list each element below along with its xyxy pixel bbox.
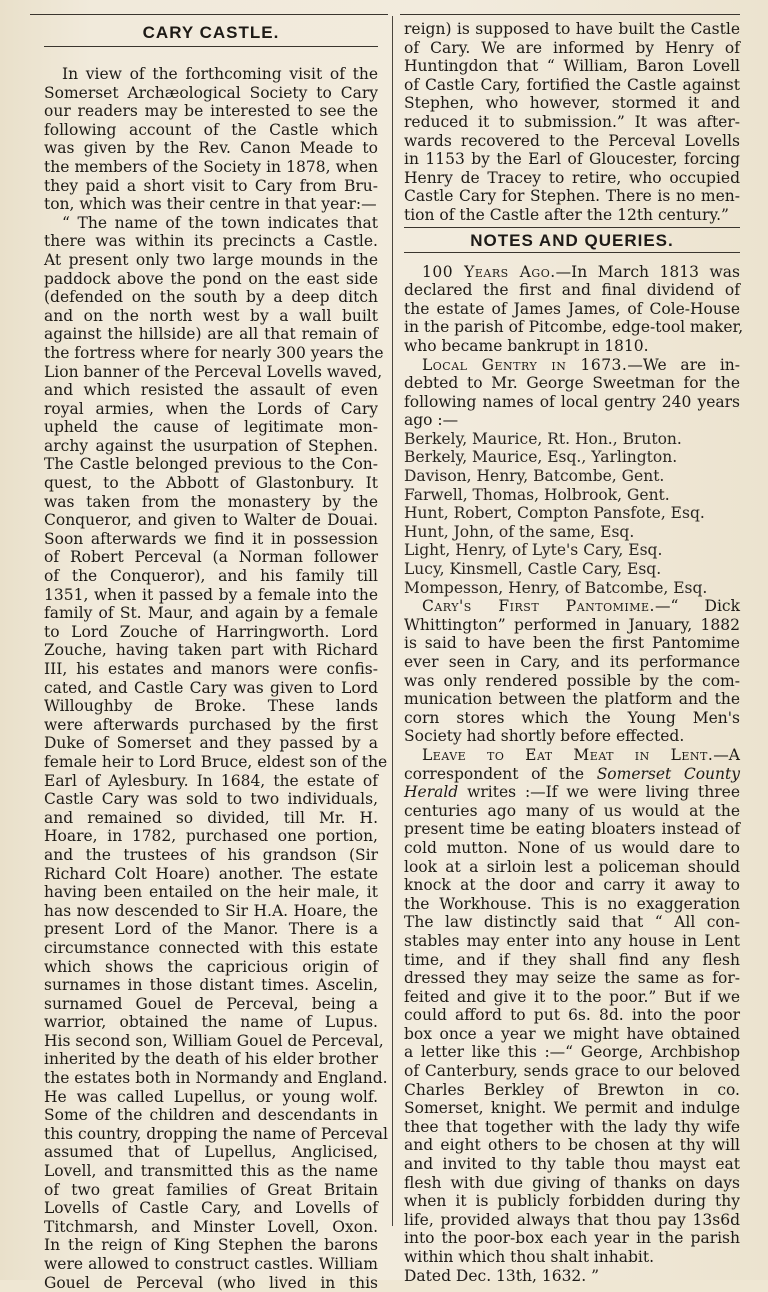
item-leave-to-eat-meat-lead: Leave to Eat Meat in Lent. xyxy=(422,745,714,764)
item-leave-to-eat-meat-lead-tail: —A xyxy=(713,745,740,764)
cary-castle-line: family of St. Maur, and again by a female xyxy=(44,604,378,623)
item-leave-to-eat-meat-line: of Canterbury, sends grace to our beloved xyxy=(404,1062,740,1081)
gentry-entry: Mompesson, Henry, of Batcombe, Esq. xyxy=(404,578,708,597)
cary-castle-article-continuation xyxy=(404,20,740,225)
item-first-pantomime-line: ever seen in Cary, and its performance xyxy=(404,653,740,671)
cary-castle-article-body xyxy=(44,65,388,1292)
item-leave-to-eat-meat-line: knock at the door and carry it away to xyxy=(404,876,740,895)
gentry-entry: Farwell, Thomas, Holbrook, Gent. xyxy=(404,485,670,504)
item-100-years-ago-line: who became bankrupt in 1810. xyxy=(404,336,649,355)
cary-castle-continuation-line: of Cary. We are informed by Henry of xyxy=(404,38,740,57)
gentry-entry: Hunt, John, of the same, Esq. xyxy=(404,522,635,541)
cary-castle-line: to Lord Zouche of Harringworth. Lord xyxy=(44,622,378,641)
cary-castle-line: Lion banner of the Perceval Lovells waved, xyxy=(44,362,383,381)
cary-castle-line: warrior, obtained the name of Lupus. xyxy=(44,1013,378,1032)
cary-castle-line: The Castle belonged previous to the Con- xyxy=(44,455,378,474)
item-local-gentry-first-line xyxy=(404,356,740,375)
cary-castle-continuation-line: tion of the Castle after the 12th century.” xyxy=(404,205,729,224)
cary-castle-line: (defended on the south by a deep ditch xyxy=(44,288,378,307)
cary-castle-line: Somerset Archæological Society to Cary xyxy=(44,83,378,102)
cary-castle-line: of Robert Perceval (a Norman follower xyxy=(44,548,378,567)
item-100-years-ago-body xyxy=(404,281,744,355)
item-leave-to-eat-meat-line-3 xyxy=(404,783,740,802)
item-leave-to-eat-meat-line: look at a sirloin lest a policeman should xyxy=(404,857,740,876)
item-first-pantomime-first-line xyxy=(404,597,740,616)
cary-castle-line: Gouel de Perceval (who lived in this xyxy=(44,1273,378,1292)
cary-castle-line: At present only two large mounds in the xyxy=(44,250,378,269)
cary-castle-line: inherited by the death of his elder brother xyxy=(44,1050,378,1069)
cary-castle-line: which shows the capricious origin of xyxy=(44,957,378,976)
item-leave-to-eat-meat-line-2 xyxy=(404,765,740,784)
item-leave-to-eat-meat-line: when it is publicly forbidden during thy xyxy=(404,1192,740,1211)
item-100-years-ago-line: declared the first and final dividend of xyxy=(404,281,740,300)
cary-castle-line: female heir to Lord Bruce, eldest son of the xyxy=(44,752,388,771)
cary-castle-continuation-line: Huntingdon that “ William, Baron Lovell xyxy=(404,57,740,76)
newspaper-name-part-1: Somerset County xyxy=(596,764,740,783)
cary-castle-line: assumed that of Lupellus, Anglicised, xyxy=(44,1143,378,1162)
cary-castle-line: was given by the Rev. Canon Meade to xyxy=(44,139,378,158)
cary-castle-continuation-line: Castle Cary for Stephen. There is no men- xyxy=(404,187,740,206)
cary-castle-line: upheld the cause of legitimate mon- xyxy=(44,418,378,437)
notes-and-queries-title: NOTES AND QUERIES. xyxy=(470,230,674,250)
cary-castle-line: Conqueror, and given to Walter de Douai. xyxy=(44,511,378,530)
item-leave-to-eat-meat-line: Somerset, knight. We permit and indulge xyxy=(404,1099,740,1118)
cary-castle-continuation-line: reduced it to submission.” It was after- xyxy=(404,112,740,131)
item-leave-to-eat-meat-line: could afford to put 6s. 8d. into the poor xyxy=(404,1006,740,1025)
cary-castle-line: His second son, William Gouel de Perceval, xyxy=(44,1031,384,1050)
cary-castle-line: Hoare, in 1782, purchased one portion, xyxy=(44,827,378,846)
cary-castle-line: surnamed Gouel de Perceval, being a xyxy=(44,994,378,1013)
item-leave-to-eat-meat-line: centuries ago many of us would at the xyxy=(404,801,740,820)
gentry-entry: Berkely, Maurice, Rt. Hon., Bruton. xyxy=(404,429,682,448)
item-leave-to-eat-meat-line: life, provided always that thou pay 13s6d xyxy=(404,1210,740,1229)
item-leave-to-eat-meat-line: the Workhouse. This is no exaggeration xyxy=(404,894,740,913)
cary-castle-line: of two great families of Great Britain xyxy=(44,1180,378,1199)
cary-castle-line: and the trustees of his grandson (Sir xyxy=(44,845,378,864)
cary-castle-line: there was within its precincts a Castle. xyxy=(44,232,378,251)
cary-castle-line: paddock above the pond on the east side xyxy=(44,269,378,288)
cary-castle-line: has now descended to Sir H.A. Hoare, the xyxy=(44,901,378,920)
item-leave-to-eat-meat-line: thee that together with the lady thy wife xyxy=(404,1117,740,1136)
cary-castle-continuation-line: Stephen, who however, stormed it and xyxy=(404,94,740,113)
column-divider xyxy=(392,16,393,1226)
item-leave-to-eat-meat-line: flesh with due giving of thanks on days xyxy=(404,1173,740,1192)
gentry-list xyxy=(404,430,740,597)
item-local-gentry-line: ago :— xyxy=(404,411,459,430)
item-leave-to-eat-meat-line: into the poor-box each year in the parish xyxy=(404,1229,740,1248)
cary-castle-line: the members of the Society in 1878, when xyxy=(44,157,378,176)
cary-castle-line: Duke of Somerset and they passed by a xyxy=(44,734,378,753)
cary-castle-line: and remained so divided, till Mr. H. xyxy=(44,808,378,827)
cary-castle-line: of the Conqueror), and his family till xyxy=(44,567,378,586)
item-leave-to-eat-meat-line: a letter like this :—“ George, Archbishop xyxy=(404,1043,740,1062)
item-leave-to-eat-meat-line: Dated Dec. 13th, 1632. ” xyxy=(404,1266,600,1285)
item-first-pantomime-line: Society had shortly before effected. xyxy=(404,727,685,746)
item-leave-to-eat-meat-first-line xyxy=(404,746,740,765)
item-local-gentry-body xyxy=(404,374,740,430)
cary-castle-line: Earl of Aylesbury. In 1684, the estate of xyxy=(44,771,378,790)
gentry-entry: Hunt, Robert, Compton Pansfote, Esq. xyxy=(404,504,705,523)
cary-castle-line: were afterwards purchased by the first xyxy=(44,715,378,734)
cary-castle-line: and which resisted the assault of even xyxy=(44,381,378,400)
article-title-cary-castle: CARY CASTLE. xyxy=(142,23,280,42)
item-leave-to-eat-meat-line: present time be eating bloaters instead of xyxy=(404,820,740,839)
item-leave-to-eat-meat-line: time, and if they shall find any flesh xyxy=(404,950,740,969)
item-leave-to-eat-meat-line: box once a year we might have obtained xyxy=(404,1024,740,1043)
item-leave-to-eat-meat-line: stables may enter into any house in Lent xyxy=(404,931,740,950)
gentry-entry: Berkely, Maurice, Esq., Yarlington. xyxy=(404,448,678,467)
gentry-entry: Light, Henry, of Lyte's Cary, Esq. xyxy=(404,541,663,560)
cary-castle-line: the estates both in Normandy and England. xyxy=(44,1069,388,1088)
item-100-years-ago-lead: 100 Years Ago. xyxy=(422,262,556,281)
item-leave-to-eat-meat xyxy=(404,746,740,1285)
right-column xyxy=(404,20,744,1285)
item-local-gentry-line: —We are in- xyxy=(627,355,740,374)
item-local-gentry-lead: Local Gentry in 1673. xyxy=(422,355,628,374)
item-first-pantomime-line: corn stores which the Young Men's xyxy=(404,708,740,727)
cary-castle-line: following account of the Castle which xyxy=(44,120,378,139)
item-leave-to-eat-meat-body xyxy=(404,802,740,1285)
cary-castle-line: Zouche, having taken part with Richard xyxy=(44,641,378,660)
item-first-pantomime-line: is said to have been the first Pantomime xyxy=(404,634,740,653)
item-leave-to-eat-meat-line: and eight others to be chosen at thy will xyxy=(404,1136,740,1155)
cary-castle-line: Soon afterwards we find it in possession xyxy=(44,529,378,548)
cary-castle-line: In view of the forthcoming visit of the xyxy=(62,65,378,83)
item-first-pantomime-lead: Cary's First Pantomime. xyxy=(422,597,655,616)
item-100-years-ago xyxy=(404,262,744,356)
item-first-pantomime-line: was only rendered possible by the com- xyxy=(404,671,740,690)
item-leave-to-eat-meat-line: dressed they may seize the same as for- xyxy=(404,969,740,988)
cary-castle-line: quest, to the Abbott of Glastonbury. It xyxy=(44,474,378,493)
cary-castle-line: our readers may be interested to see the xyxy=(44,102,378,121)
cary-castle-line: against the hillside) are all that remain of xyxy=(44,325,378,344)
cary-castle-line: Richard Colt Hoare) another. The estate xyxy=(44,864,378,883)
cary-castle-line: ton, which was their centre in that year:— xyxy=(44,195,377,214)
cary-castle-continuation-line: Henry de Tracey to retire, who occupied xyxy=(404,168,740,187)
cary-castle-line: surnames in those distant times. Ascelin, xyxy=(44,976,378,995)
item-leave-to-eat-meat-line: The law distinctly said that “ All con- xyxy=(404,913,740,932)
item-first-pantomime-line: Whittington” performed in January, 1882 xyxy=(404,615,740,634)
cary-castle-line: Titchmarsh, and Minster Lovell, Oxon. xyxy=(44,1217,378,1236)
cary-castle-line: they paid a short visit to Cary from Bru- xyxy=(44,176,378,195)
line-2-pre: correspondent of the xyxy=(404,764,597,783)
cary-castle-line: circumstance connected with this estate xyxy=(44,938,378,957)
item-first-pantomime xyxy=(404,597,740,746)
left-column xyxy=(44,20,388,1292)
item-leave-to-eat-meat-line: and invited to thy table thou mayst eat xyxy=(404,1155,740,1174)
item-100-years-ago-first-line xyxy=(404,263,740,282)
cary-castle-line: Willoughby de Broke. These lands xyxy=(44,697,378,716)
cary-castle-line: He was called Lupellus, or young wolf. xyxy=(44,1087,378,1106)
cary-castle-continuation-line: in 1153 by the Earl of Gloucester, forcing xyxy=(404,150,740,169)
cary-castle-line: royal armies, when the Lords of Cary xyxy=(44,399,378,418)
newspaper-name-part-2: Herald xyxy=(404,783,459,802)
top-rule-left xyxy=(30,14,388,15)
notes-title-rule-bottom xyxy=(404,252,740,253)
cary-castle-line: 1351, when it passed by a female into the xyxy=(44,585,378,604)
item-leave-to-eat-meat-line: within which thou shalt inhabit. xyxy=(404,1248,655,1266)
cary-castle-line: was taken from the monastery by the xyxy=(44,492,378,511)
cary-castle-line: Lovell, and transmitted this as the name xyxy=(44,1162,378,1181)
gentry-entry: Davison, Henry, Batcombe, Gent. xyxy=(404,467,665,486)
cary-castle-line: having been entailed on the heir male, it xyxy=(44,883,378,902)
cary-castle-continuation-line: reign) is supposed to have built the Castle xyxy=(404,20,740,38)
item-local-gentry xyxy=(404,356,740,598)
gentry-entry: Lucy, Kinsmell, Castle Cary, Esq. xyxy=(404,560,662,579)
cary-castle-line: this country, dropping the name of Perceval xyxy=(44,1124,388,1143)
cary-castle-line: Castle Cary was sold to two individuals, xyxy=(44,790,378,809)
cary-castle-line: In the reign of King Stephen the barons xyxy=(44,1236,378,1255)
cary-castle-continuation-line: wards recovered to the Perceval Lovells xyxy=(404,131,740,150)
cary-castle-line: and on the north west by a wall built xyxy=(44,306,378,325)
item-local-gentry-line: following names of local gentry 240 years xyxy=(404,392,740,411)
item-100-years-ago-line: the estate of James James, of Cole-House xyxy=(404,299,740,318)
cary-castle-line: III, his estates and manors were confis- xyxy=(44,660,378,678)
cary-castle-line: Lovells of Castle Cary, and Lovells of xyxy=(44,1199,378,1218)
title-rule xyxy=(44,46,378,47)
item-leave-to-eat-meat-line: Charles Berkley of Brewton in co. xyxy=(404,1080,740,1099)
top-rule-right xyxy=(400,14,740,15)
cary-castle-line: “ The name of the town indicates that xyxy=(62,213,378,232)
cary-castle-line: present Lord of the Manor. There is a xyxy=(44,920,378,939)
line-3-post: writes :—If we were living three xyxy=(458,783,740,802)
cary-castle-continuation-line: of Castle Cary, fortified the Castle against xyxy=(404,75,740,94)
cary-castle-line: Some of the children and descendants in xyxy=(44,1106,378,1125)
cary-castle-line: archy against the usurpation of Stephen. xyxy=(44,436,378,455)
item-leave-to-eat-meat-line: feited and give it to the poor.” But if we xyxy=(404,987,740,1006)
cary-castle-line: were allowed to construct castles. William xyxy=(44,1255,378,1273)
item-local-gentry-line: debted to Mr. George Sweetman for the xyxy=(404,374,740,393)
cary-castle-line: cated, and Castle Cary was given to Lord xyxy=(44,678,378,697)
item-first-pantomime-line: —“ Dick xyxy=(654,597,740,616)
item-first-pantomime-body xyxy=(404,616,740,746)
item-100-years-ago-line: in the parish of Pitcombe, edge-tool maker, xyxy=(404,318,744,337)
cary-castle-line: the fortress where for nearly 300 years the xyxy=(44,343,384,362)
item-first-pantomime-line: munication between the platform and the xyxy=(404,690,740,709)
item-100-years-ago-line: —In March 1813 was xyxy=(555,262,740,281)
item-leave-to-eat-meat-line: cold mutton. None of us would dare to xyxy=(404,838,740,857)
